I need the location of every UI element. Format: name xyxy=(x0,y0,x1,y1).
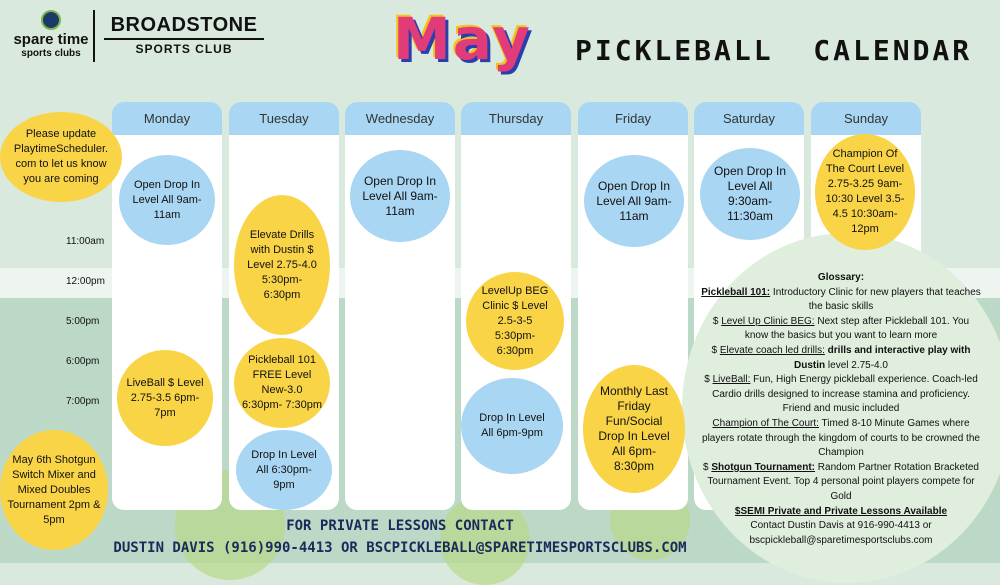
time-label: 6:00pm xyxy=(66,356,100,367)
month-graphic xyxy=(393,5,532,96)
day-header: Saturday xyxy=(694,102,804,135)
glossary-entry xyxy=(700,315,982,344)
glossary-entry xyxy=(700,417,982,461)
glossary-contact-email[interactable]: bscpickleball@sparetimesportsclubs.com xyxy=(749,534,933,546)
event-elevate-drills: Elevate Drills with Dustin $ Level 2.75-4.0 5:30pm- 6:30pm xyxy=(234,195,330,335)
pickleball-logo-icon xyxy=(41,10,61,30)
glossary-prefix: $ xyxy=(702,461,712,473)
event-open-drop-in: Open Drop In Level All 9am-11am xyxy=(584,155,684,247)
glossary-definition: level 2.75-4.0 xyxy=(825,359,888,371)
glossary-entry xyxy=(700,373,982,417)
logo-line: sports clubs xyxy=(21,48,81,59)
glossary-entry xyxy=(700,461,982,505)
day-header: Sunday xyxy=(811,102,921,135)
event-liveball: LiveBall $ Level 2.75-3.5 6pm-7pm xyxy=(117,350,213,446)
event-open-drop-in: Open Drop In Level All 9am-11am xyxy=(350,150,450,242)
logo-line: spare time xyxy=(13,31,89,48)
event-drop-in: Drop In Level All 6:30pm-9pm xyxy=(236,430,332,510)
time-label: 7:00pm xyxy=(66,396,100,407)
glossary-term: Shotgun Tournament: xyxy=(711,461,816,473)
update-notice: Please update PlaytimeScheduler. com to let us know you are coming xyxy=(0,112,122,202)
event-drop-in: Drop In Level All 6pm-9pm xyxy=(461,378,563,474)
glossary-prefix: $ xyxy=(712,315,722,327)
glossary-term: Champion of The Court: xyxy=(712,417,819,429)
glossary-prefix: $ xyxy=(711,344,720,356)
glossary-definition: Timed 8-10 Minute Games where players rotate through the kingdom of courts to be crowned the Champion xyxy=(702,417,980,459)
glossary-term: $SEMI Private and Private Lessons Available xyxy=(734,505,948,517)
glossary-definition: Introductory Clinic for new players that teaches the basic skills xyxy=(770,286,981,313)
glossary-term: Level Up Clinic BEG: xyxy=(721,315,815,327)
contact-details[interactable]: DUSTIN DAVIS (916)990-4413 OR BSCPICKLEBALL@SPARETIMESPORTSCLUBS.COM xyxy=(113,540,687,556)
private-lessons-contact xyxy=(100,515,700,559)
event-champion-of-court: Champion Of The Court Level 2.75-3.25 9am-10:30 Level 3.5-4.5 10:30am-12pm xyxy=(815,134,915,250)
glossary-entry xyxy=(700,286,982,315)
glossary-definition: Fun, High Energy pickleball experience. Coach-led Cardio drills designed to increase stamina and proficiency. Friend and music included xyxy=(712,374,978,415)
glossary-bold: drills and interactive play with Dustin xyxy=(794,344,971,371)
day-header: Wednesday xyxy=(345,102,455,135)
logo-rule xyxy=(104,38,264,40)
page-title: PICKLEBALL CALENDAR xyxy=(575,34,973,67)
event-monthly-social: Monthly Last Friday Fun/Social Drop In Level All 6pm-8:30pm xyxy=(583,365,685,493)
logo-divider xyxy=(93,10,95,62)
glossary-term: Elevate coach led drills: xyxy=(719,344,825,356)
glossary-prefix: $ xyxy=(704,374,713,386)
glossary-entry xyxy=(700,505,982,520)
tournament-notice: May 6th Shotgun Switch Mixer and Mixed Doubles Tournament 2pm & 5pm xyxy=(0,430,108,550)
contact-heading: FOR PRIVATE LESSONS CONTACT xyxy=(286,518,514,534)
time-label: 12:00pm xyxy=(66,276,105,287)
glossary-term: Pickleball 101: xyxy=(701,286,771,298)
logo-line: BROADSTONE xyxy=(110,14,258,36)
broadstone-logo xyxy=(104,14,264,56)
logo-line: SPORTS CLUB xyxy=(135,42,233,56)
event-open-drop-in: Open Drop In Level All 9am-11am xyxy=(119,155,215,245)
event-pickleball-101: Pickleball 101 FREE Level New-3.0 6:30pm- 7:30pm xyxy=(234,338,330,428)
time-label: 5:00pm xyxy=(66,316,100,327)
glossary-term: LiveBall: xyxy=(712,374,751,386)
glossary-entry xyxy=(700,344,982,373)
event-levelup-clinic: LevelUp BEG Clinic $ Level 2.5-3-5 5:30pm- 6:30pm xyxy=(466,272,564,370)
glossary-contact: Contact Dustin Davis at 916-990-4413 or xyxy=(750,520,932,532)
glossary-definition: Random Partner Rotation Bracketed Tournament Event. Top 4 personal point players compete for Gold xyxy=(707,461,979,502)
glossary-text xyxy=(700,271,982,548)
glossary-definition: Next step after Pickleball 101. You know the basics but you want to learn more xyxy=(744,315,970,342)
event-open-drop-in: Open Drop In Level All 9:30am- 11:30am xyxy=(700,148,800,240)
time-label: 11:00am xyxy=(66,236,105,247)
month-label: May xyxy=(393,5,532,73)
day-header: Friday xyxy=(578,102,688,135)
day-header: Thursday xyxy=(461,102,571,135)
glossary-heading: Glossary: xyxy=(817,272,865,283)
day-header: Monday xyxy=(112,102,222,135)
spare-time-logo xyxy=(10,10,92,60)
day-header: Tuesday xyxy=(229,102,339,135)
